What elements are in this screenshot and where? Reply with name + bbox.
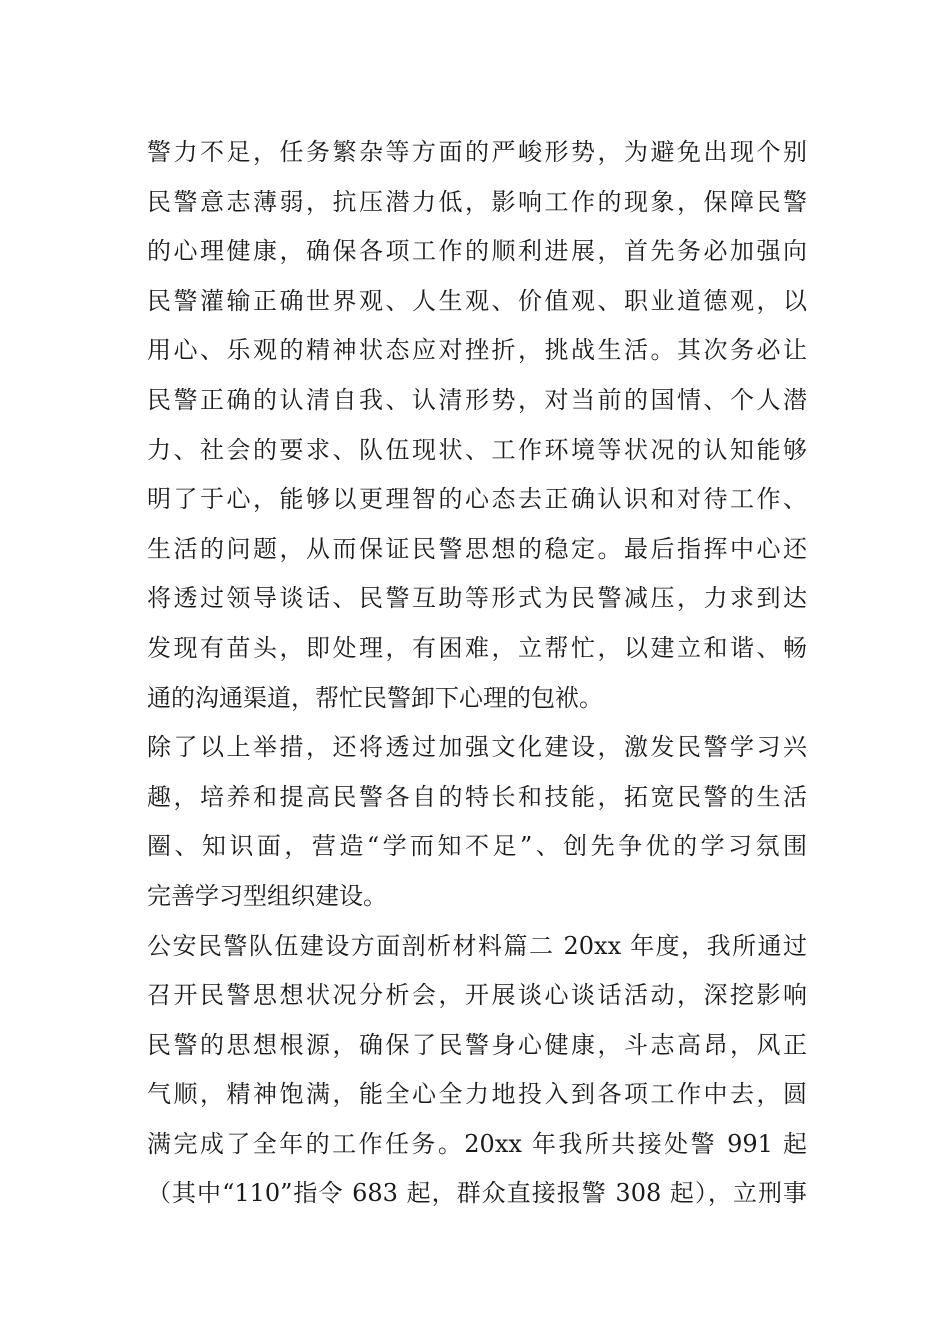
- text-line: 发现有苗头，即处理，有困难，立帮忙，以建立和谐、畅: [147, 633, 807, 662]
- text-line: 用心、乐观的精神状态应对挫折，挑战生活。其次务必让: [147, 336, 807, 365]
- text-line: 警力不足，任务繁杂等方面的严峻形势，为避免出现个别: [147, 138, 807, 166]
- text-line: 完善学习型组织建设。: [147, 881, 387, 910]
- text-line: （其中“110”指令 683 起，群众直接报警 308 起），立刑事: [147, 1179, 807, 1208]
- text-line: 通的沟通渠道，帮忙民警卸下心理的包袱。: [147, 683, 603, 712]
- text-line: 民警意志薄弱，抗压潜力低，影响工作的现象，保障民警: [147, 187, 807, 216]
- text-line: 民警灌输正确世界观、人生观、价值观、职业道德观，以: [147, 286, 807, 315]
- text-line: 的心理健康，确保各项工作的顺利进展，首先务必加强向: [147, 237, 807, 266]
- text-line: 明了于心，能够以更理智的心态去正确认识和对待工作、: [147, 485, 807, 514]
- text-line: 圈、知识面，营造“学而知不足”、创先争优的学习氛围: [147, 832, 807, 861]
- text-line: 除了以上举措，还将透过加强文化建设，激发民警学习兴: [147, 733, 807, 762]
- text-line: 民警的思想根源，确保了民警身心健康，斗志高昂，风正: [147, 1030, 807, 1059]
- document-body: [147, 128, 807, 1219]
- text-line: 气顺，精神饱满，能全心全力地投入到各项工作中去，圆: [147, 1080, 807, 1109]
- text-line: 生活的问题，从而保证民警思想的稳定。最后指挥中心还: [147, 534, 807, 563]
- text-line: 民警正确的认清自我、认清形势，对当前的国情、个人潜: [147, 385, 807, 414]
- text-line: 将透过领导谈话、民警互助等形式为民警减压，力求到达: [147, 584, 807, 613]
- text-line: 力、社会的要求、队伍现状、工作环境等状况的认知能够: [147, 435, 807, 464]
- text-line: 公安民警队伍建设方面剖析材料篇二 20xx 年度，我所通过: [147, 931, 807, 960]
- text-line: 召开民警思想状况分析会，开展谈心谈话活动，深挖影响: [147, 981, 807, 1010]
- text-line: 趣，培养和提高民警各自的特长和技能，拓宽民警的生活: [147, 782, 807, 811]
- text-line: 满完成了全年的工作任务。20xx 年我所共接处警 991 起: [147, 1129, 807, 1158]
